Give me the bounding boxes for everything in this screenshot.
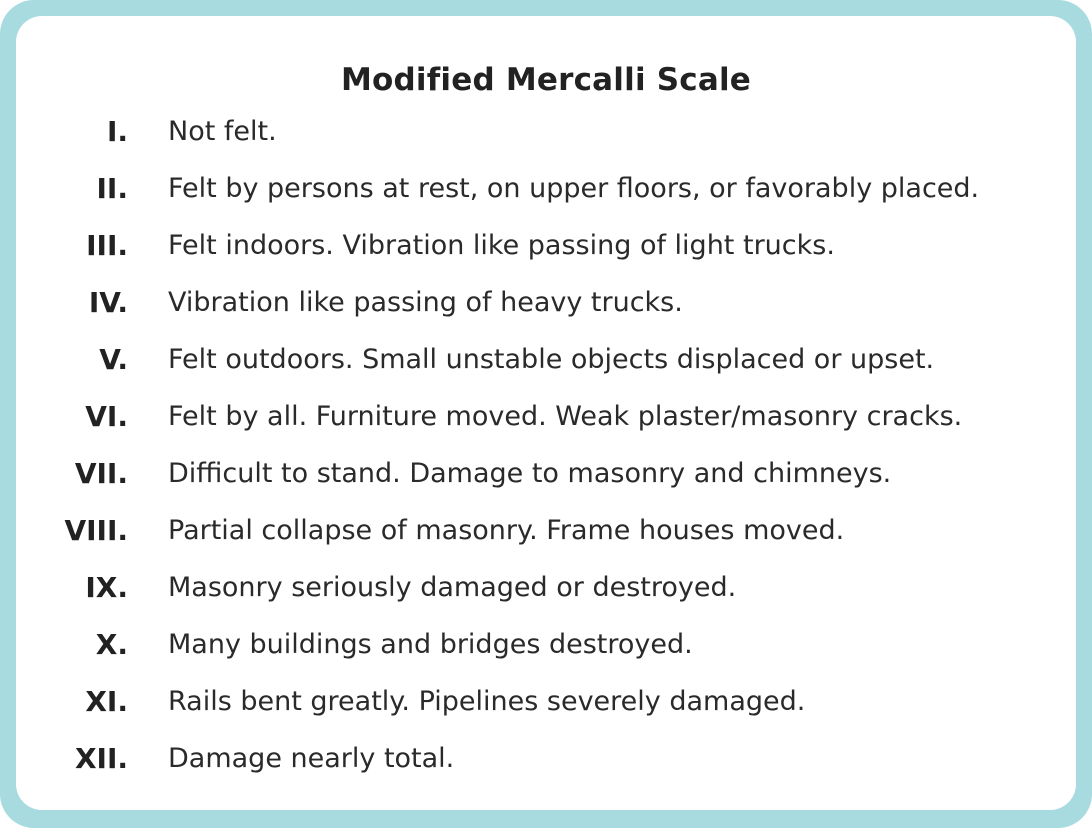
intensity-row (16, 674, 1076, 731)
intensity-description: Felt by all. Furniture moved. Weak plaster/masonry cracks. (168, 401, 963, 432)
intensity-numeral: V. (99, 343, 128, 376)
intensity-row (16, 332, 1076, 389)
intensity-numeral: I. (106, 115, 128, 148)
intensity-numeral: II. (96, 172, 128, 205)
intensity-description: Not felt. (168, 116, 277, 147)
intensity-row (16, 731, 1076, 788)
intensity-row (16, 560, 1076, 617)
intensity-numeral: XII. (74, 742, 128, 775)
intensity-numeral: VII. (74, 457, 128, 490)
intensity-numeral: VI. (85, 400, 128, 433)
intensity-description: Vibration like passing of heavy trucks. (168, 287, 683, 318)
intensity-description: Partial collapse of masonry. Frame houses moved. (168, 515, 845, 546)
intensity-description: Felt indoors. Vibration like passing of light trucks. (168, 230, 835, 261)
intensity-row (16, 617, 1076, 674)
intensity-row (16, 275, 1076, 332)
intensity-row (16, 161, 1076, 218)
intensity-description: Damage nearly total. (168, 743, 455, 774)
intensity-row (16, 446, 1076, 503)
intensity-numeral: X. (95, 628, 128, 661)
intensity-numeral: VIII. (64, 514, 128, 547)
intensity-row (16, 218, 1076, 275)
intensity-description: Felt outdoors. Small unstable objects displaced or upset. (168, 344, 935, 375)
intensity-description: Rails bent greatly. Pipelines severely damaged. (168, 686, 806, 717)
page-title: Modified Mercalli Scale (340, 62, 752, 98)
intensity-description: Many buildings and bridges destroyed. (168, 629, 693, 660)
intensity-description: Felt by persons at rest, on upper floors, or favorably placed. (168, 173, 980, 204)
intensity-list (16, 104, 1076, 788)
intensity-row (16, 104, 1076, 161)
scale-card (16, 16, 1076, 810)
intensity-numeral: III. (86, 229, 128, 262)
intensity-numeral: IX. (85, 571, 128, 604)
intensity-row (16, 503, 1076, 560)
intensity-numeral: XI. (85, 685, 128, 718)
intensity-row (16, 389, 1076, 446)
intensity-description: Masonry seriously damaged or destroyed. (168, 572, 737, 603)
intensity-description: Difficult to stand. Damage to masonry and chimneys. (168, 458, 892, 489)
intensity-numeral: IV. (88, 286, 128, 319)
